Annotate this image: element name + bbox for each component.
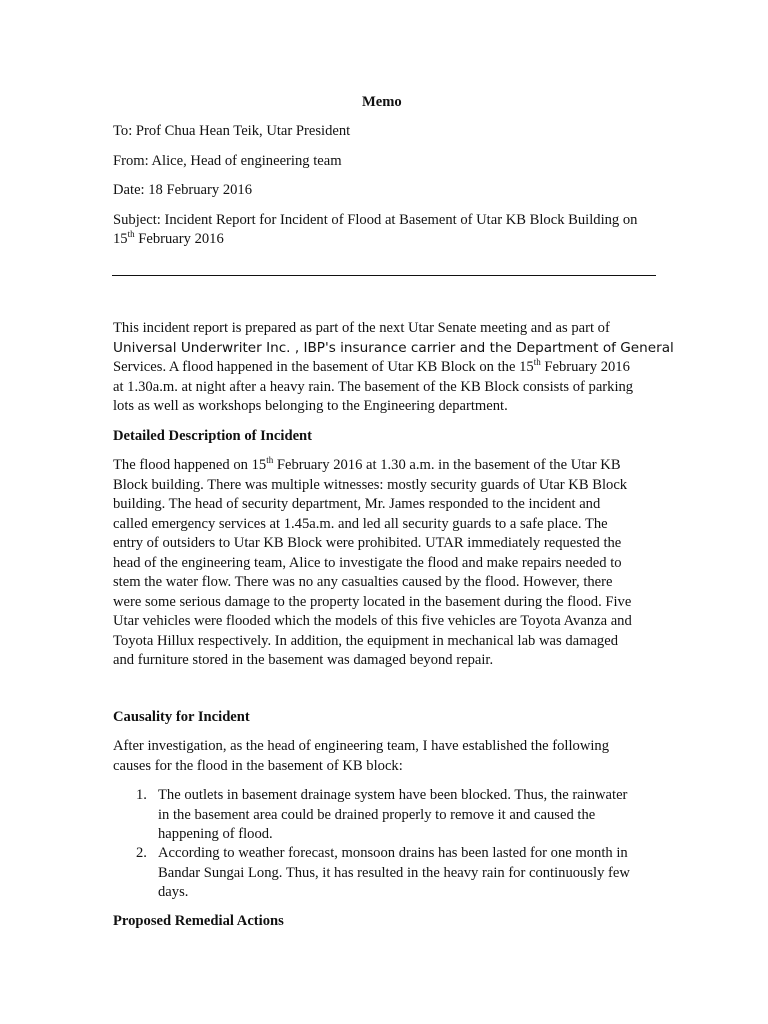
list-line: days. — [158, 884, 189, 900]
list-line: The outlets in basement drainage system have been blocked. Thus, the rainwater — [158, 787, 628, 803]
list-item-body — [158, 844, 630, 903]
intro-line-text: February 2016 — [540, 359, 630, 375]
description-line: stem the water flow. There was no any casualties caused by the flood. However, there — [113, 574, 613, 590]
description-line: building. The head of security department, Mr. James responded to the incident and — [113, 496, 601, 512]
memo-from: From: Alice, Head of engineering team — [113, 153, 342, 169]
list-item-body — [158, 786, 627, 845]
remedial-heading: Proposed Remedial Actions — [113, 913, 284, 929]
subject-month-year: February 2016 — [134, 231, 224, 247]
intro-line: at 1.30a.m. at night after a heavy rain. The basement of the KB Block consists of parking — [113, 378, 634, 395]
intro-line: Universal Underwriter Inc. , IBP's insurance carrier and the Department of General — [113, 339, 674, 356]
description-heading: Detailed Description of Incident — [113, 428, 313, 444]
intro-paragraph — [113, 319, 673, 417]
description-line: Toyota Hillux respectively. In addition, the equipment in mechanical lab was damaged — [113, 632, 619, 649]
memo-date: Date: 18 February 2016 — [113, 182, 253, 198]
description-line: called emergency services at 1.45a.m. and led all security guards to a safe place. The — [113, 515, 608, 532]
intro-ordinal: th — [533, 357, 541, 367]
memo-to: To: Prof Chua Hean Teik, Utar President — [113, 123, 351, 139]
list-line: in the basement area could be drained properly to remove it and caused the — [158, 806, 596, 823]
list-line: happening of flood. — [158, 826, 273, 842]
description-line: were some serious damage to the property located in the basement during the flood. Five — [113, 593, 632, 610]
description-line: head of the engineering team, Alice to investigate the flood and make repairs needed to — [113, 554, 622, 571]
intro-line-text: Services. A flood happened in the basement of Utar KB Block on the 15 — [113, 359, 534, 375]
description-ordinal: th — [266, 455, 274, 465]
header-divider — [112, 275, 656, 276]
description-line: Block building. There was multiple witnesses: mostly security guards of Utar KB Block — [113, 476, 628, 493]
causality-intro — [113, 737, 673, 776]
list-number: 2. — [136, 845, 147, 861]
description-line: Utar vehicles were flooded which the models of this five vehicles are Toyota Avanza and — [113, 613, 632, 629]
description-paragraph — [113, 456, 673, 671]
memo-subject-line2 — [113, 230, 224, 249]
intro-line — [113, 358, 673, 378]
causality-line: causes for the flood in the basement of KB block: — [113, 757, 403, 774]
description-line-text: February 2016 at 1.30 a.m. in the basement of the Utar KB — [273, 457, 621, 473]
list-number: 1. — [136, 787, 147, 803]
intro-line: This incident report is prepared as part of the next Utar Senate meeting and as part of — [113, 320, 610, 336]
subject-ordinal: th — [127, 229, 135, 239]
intro-line: lots as well as workshops belonging to the Engineering department. — [113, 398, 508, 414]
memo-title: Memo — [362, 94, 402, 110]
description-line: and furniture stored in the basement was damaged beyond repair. — [113, 652, 494, 668]
memo-subject-line1: Subject: Incident Report for Incident of Flood at Basement of Utar KB Block Building on — [113, 212, 638, 228]
causality-line: After investigation, as the head of engineering team, I have established the following — [113, 738, 610, 754]
list-line: According to weather forecast, monsoon drains has been lasted for one month in — [158, 845, 628, 861]
subject-day: 15 — [113, 231, 128, 247]
causality-heading: Causality for Incident — [113, 709, 250, 725]
description-line — [113, 456, 673, 476]
description-line: entry of outsiders to Utar KB Block were prohibited. UTAR immediately requested the — [113, 535, 622, 551]
description-line-text: The flood happened on 15 — [113, 457, 267, 473]
list-line: Bandar Sungai Long. Thus, it has resulted in the heavy rain for continuously few — [158, 864, 630, 881]
